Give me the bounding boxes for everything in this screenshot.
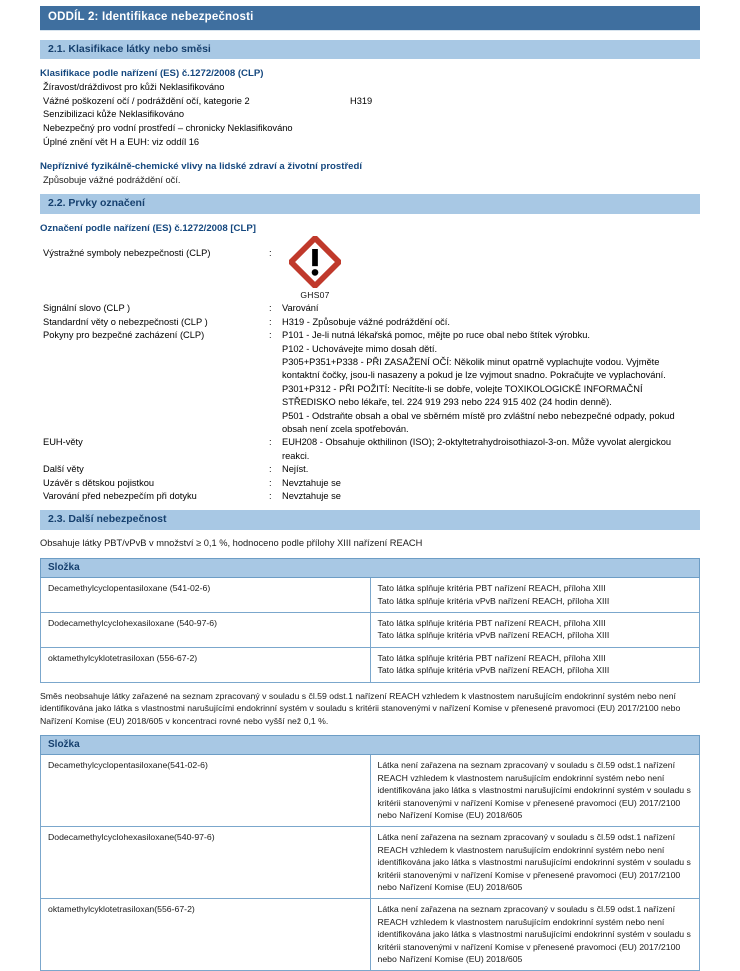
table-row [41,647,700,682]
row-value [282,463,700,476]
criteria-line: Látka není zařazena na seznam zpracovaný v souladu s čl.59 odst.1 nařízení REACH vzhledem k vlastnostem narušujícím endokrinní systém nebo není identifikována jako látka s vlastnostmi narušujícími endokrinní systém v souladu s kritérii stanovenými v nařízení Komise v přenesené pravomoci (EU) 2017/2100 nebo Nařízení Komise (EU) 2018/605 [377,760,691,820]
ghs07-exclamation-icon [289,236,341,288]
component-name-cell: Dodecamethylcyclohexasiloxane (540-97-6) [41,612,371,647]
row-value [282,329,700,436]
classification-row [40,122,700,136]
row-value [282,316,700,329]
criteria-line: Tato látka splňuje kritéria vPvB nařízení REACH, příloha XIII [377,665,610,676]
hazard-statement-code: H319 [350,95,373,106]
classification-text: Senzibilizaci kůže Neklasifikováno [43,109,185,120]
criteria-line: Látka není zařazena na seznam zpracovaný v souladu s čl.59 odst.1 nařízení REACH vzhledem k vlastnostem narušujícím endokrinní systém nebo není identifikována jako látka s vlastnostmi narušujícími endokrinní systém v souladu s kritérii stanovenými v nařízení Komise v přenesené pravomoci (EU) 2017/2100 nebo Nařízení Komise (EU) 2018/605 [377,832,691,893]
row-separator: : [269,316,272,327]
label-value-row [40,477,700,490]
row-label: Pokyny pro bezpečné zacházení (CLP) [43,330,205,341]
component-name-cell: Decamethylcyclopentasiloxane(541-02-6) [41,755,371,827]
label-value-row [40,329,700,436]
endocrine-note-text: Směs neobsahuje látky zařazené na seznam zpracovaný v souladu s čl.59 odst.1 nařízení REACH vzhledem k vlastnostem narušujícím endokrinní systém nebo není identifikována jako látka s vlastnostmi narušujícími endokrinní systém v souladu s kritérii stanovenými v nařízení Komise v přenesené pravomoci (EU) 2017/2100 nebo Nařízení Komise (EU) 2018/605 v koncentraci rovné nebo vyšší než 0,1 %. [40,690,681,726]
ghs07-exclamation-icon-svg [289,236,341,288]
row-label: Další věty [43,464,84,475]
row-value [282,490,700,503]
clp-labelling-title: Označení podle nařízení (ES) č.1272/2008 [CLP] [40,222,256,234]
classification-text: Žíravost/dráždivost pro kůži Neklasifikováno [43,82,225,93]
row-value-line: P501 - Odstraňte obsah a obal ve sběrném místě pro zvláštní nebo nebezpečné odpady, pokud obsah není zcela spotřebován. [282,410,675,434]
row-separator: : [269,303,272,314]
row-value-line: H319 - Způsobuje vážné podráždění očí. [282,316,450,327]
row-separator: : [269,330,272,341]
component-name-cell: oktamethylcyklotetrasiloxan(556-67-2) [41,899,371,971]
criteria-line: Tato látka splňuje kritéria PBT nařízení REACH, příloha XIII [377,583,606,594]
criteria-line: Tato látka splňuje kritéria vPvB nařízení REACH, příloha XIII [377,595,610,606]
table-row [41,755,700,827]
endocrine-table-column-header: Složka [41,736,700,755]
label-value-row [40,316,700,329]
pictogram-label: Výstražné symboly nebezpečnosti (CLP) [43,247,211,258]
classification-row [40,136,700,150]
label-value-row [40,436,700,463]
row-separator: : [269,247,272,258]
row-value-line: Varování [282,303,319,314]
component-criteria-cell [370,647,700,682]
row-value [282,477,700,490]
criteria-line: Tato látka splňuje kritéria PBT nařízení REACH, příloha XIII [377,617,606,628]
row-value [282,302,700,315]
row-label: EUH-věty [43,437,83,448]
row-separator: : [269,491,272,501]
row-value-line: Nevztahuje se [282,491,341,501]
classification-row [40,108,700,122]
section-header: ODDÍL 2: Identifikace nebezpečnosti [40,6,700,31]
row-value-line: EUH208 - Obsahuje okthilinon (ISO); 2-oktyltetrahydroisothiazol-3-on. Může vyvolat alergickou reakci. [282,437,672,461]
adverse-effects-title: Nepříznivé fyzikálně-chemické vlivy na lidské zdraví a životní prostředí [40,161,363,173]
row-value-line: P102 - Uchovávejte mimo dosah dětí. [282,343,438,354]
component-criteria-cell [370,612,700,647]
row-value-line: Nejíst. [282,464,309,475]
adverse-effects-text: Způsobuje vážné podráždění očí. [43,175,181,186]
table-row [41,612,700,647]
pbt-intro-text: Obsahuje látky PBT/vPvB v množství ≥ 0,1 %, hodnoceno podle přílohy XIII nařízení REACH [40,537,423,548]
component-criteria-cell [370,827,700,899]
row-value-line: P101 - Je-li nutná lékařská pomoc, mějte po ruce obal nebo štítek výrobku. [282,330,590,341]
pbt-table [40,558,700,682]
row-separator: : [269,437,272,448]
criteria-line: Tato látka splňuje kritéria vPvB nařízení REACH, příloha XIII [377,630,610,641]
pictogram-code: GHS07 [300,289,330,300]
classification-text: Úplné znění vět H a EUH: viz oddíl 16 [43,136,200,147]
label-value-row [40,302,700,315]
subsection-header-2-2: 2.2. Prvky označení [40,194,700,214]
criteria-line: Tato látka splňuje kritéria PBT nařízení REACH, příloha XIII [377,652,606,663]
label-value-row [40,463,700,476]
classification-text: Nebezpečný pro vodní prostředí – chronicky Neklasifikováno [43,122,293,133]
row-value [282,436,700,463]
table-row [41,899,700,971]
component-name-cell: Dodecamethylcyclohexasiloxane(540-97-6) [41,827,371,899]
row-value-line: Nevztahuje se [282,477,341,488]
row-label: Uzávěr s dětskou pojistkou [43,477,155,488]
component-criteria-cell [370,755,700,827]
component-name-cell: Decamethylcyclopentasiloxane (541-02-6) [41,578,371,613]
classification-list [40,81,700,149]
clp-classification-title: Klasifikace podle nařízení (ES) č.1272/2008 (CLP) [40,68,264,80]
row-separator: : [269,477,272,488]
criteria-line: Látka není zařazena na seznam zpracovaný v souladu s čl.59 odst.1 nařízení REACH vzhledem k vlastnostem narušujícím endokrinní systém nebo není identifikována jako látka s vlastnostmi narušujícími endokrinní systém v souladu s kritérii stanovenými v nařízení Komise v přenesené pravomoci (EU) 2017/2100 nebo Nařízení Komise (EU) 2018/605 [377,904,691,965]
pbt-table-column-header: Složka [41,559,700,578]
row-value-line: P301+P312 - PŘI POŽITÍ: Necítíte-li se dobře, volejte TOXIKOLOGICKÉ INFORMAČNÍ STŘEDISKO nebo lékaře, tel. 224 919 293 nebo 224 915 402 (24 hodin denně). [282,383,643,408]
classification-text: Vážné poškození očí / podráždění očí, kategorie 2 [43,95,250,106]
row-separator: : [269,464,272,475]
classification-row [40,95,700,109]
row-label: Signální slovo (CLP ) [43,303,131,314]
row-label: Varování před nebezpečím při dotyku [43,491,197,501]
table-row [41,827,700,899]
component-name-cell: oktamethylcyklotetrasiloxan (556-67-2) [41,647,371,682]
endocrine-table [40,735,700,971]
table-row [41,578,700,613]
classification-row [40,81,700,95]
table-header-row [41,559,700,578]
component-criteria-cell [370,578,700,613]
labelling-rows [40,302,700,503]
subsection-header-2-3: 2.3. Další nebezpečnost [40,510,700,530]
component-criteria-cell [370,899,700,971]
row-label: Standardní věty o nebezpečnosti (CLP ) [43,316,208,327]
pictogram-block [282,236,348,302]
pictogram-row [40,236,700,302]
subsection-header-2-1: 2.1. Klasifikace látky nebo směsi [40,40,700,60]
label-value-row [40,490,700,503]
table-header-row [41,736,700,755]
row-value-line: P305+P351+P338 - PŘI ZASAŽENÍ OČÍ: Několik minut opatrně vyplachujte vodou. Vyjměte kontaktní čočky, jsou-li nasazeny a pokud je lze vyjmout snadno. Pokračujte ve vyplachování. [282,356,666,381]
